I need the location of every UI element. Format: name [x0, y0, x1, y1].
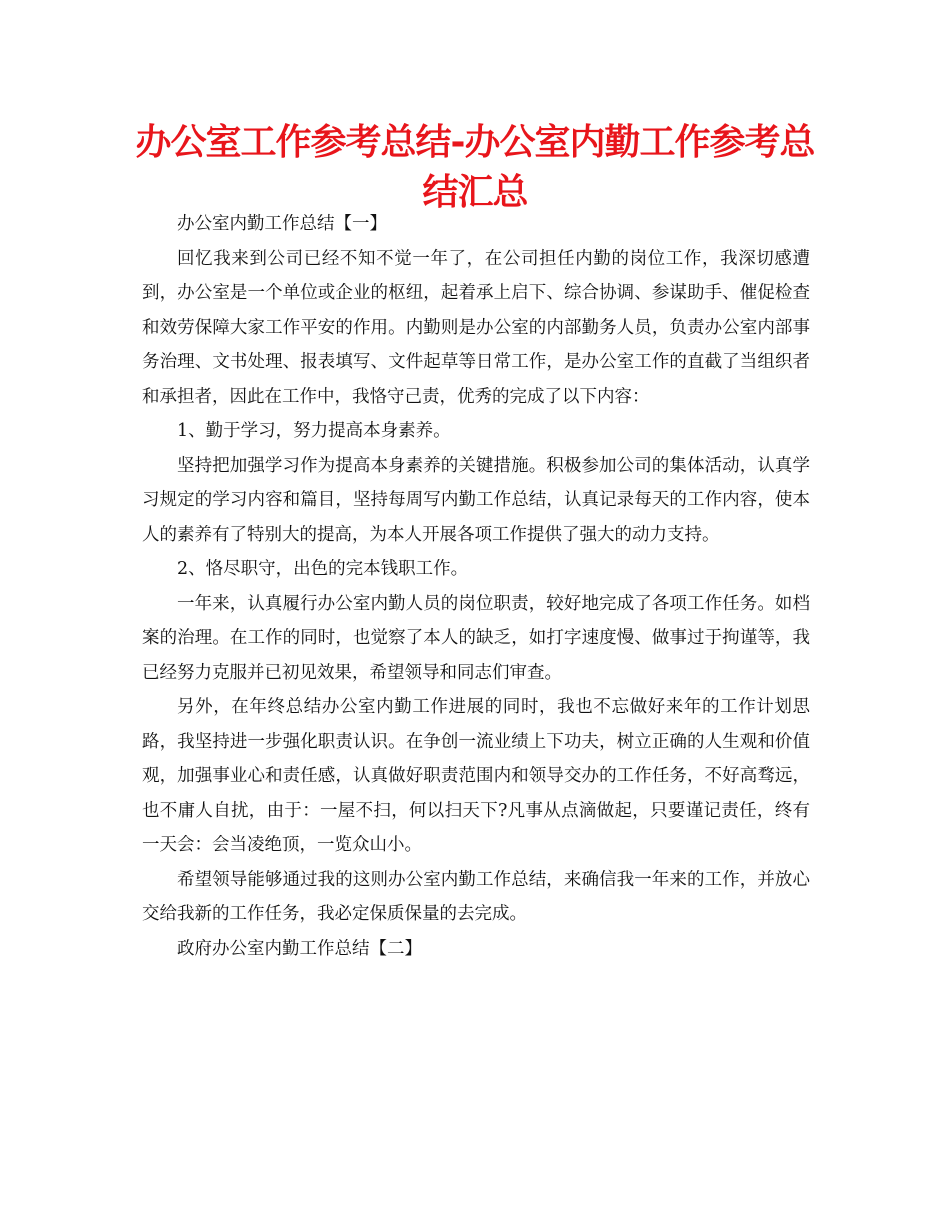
section-heading-2: 政府办公室内勤工作总结【二】: [177, 938, 422, 959]
document-body: [142, 207, 810, 966]
numbered-point-2: 2、恪尽职守，出色的完本钱职工作。: [177, 559, 469, 579]
body-paragraph: 回忆我来到公司已经不知不觉一年了，在公司担任内勤的岗位工作，我深切感遭到，办公室是一个单位或企业的枢纽，起着承上启下、综合协调、参谋助手、催促检查和效劳保障大家工作平安的作用。内勤则是办公室的内部勤务人员，负责办公室内部事务治理、文书处理、报表填写、文件起草等日常工作，是办公室工作的直截了当组织者和承担者，因此在工作中，我恪守己责，优秀的完成了以下内容：: [142, 248, 810, 407]
body-paragraph: 坚持把加强学习作为提高本身素养的关键措施。积极参加公司的集体活动，认真学习规定的学习内容和篇目，坚持每周写内勤工作总结，认真记录每天的工作内容，使本人的素养有了特别大的提高，为本人开展各项工作提供了强大的动力支持。: [142, 455, 810, 545]
body-paragraph: 一年来，认真履行办公室内勤人员的岗位职责，较好地完成了各项工作任务。如档案的治理。在工作的同时，也觉察了本人的缺乏，如打字速度慢、做事过于拘谨等，我已经努力克服并已初见效果，希望领导和同志们审查。: [142, 593, 810, 683]
section-heading-1: 办公室内勤工作总结【一】: [177, 214, 387, 234]
body-paragraph: 希望领导能够通过我的这则办公室内勤工作总结，来确信我一年来的工作，并放心交给我新的工作任务，我必定保质保量的去完成。: [142, 869, 810, 924]
document-title: 办公室工作参考总结-办公室内勤工作参考总结汇总: [135, 122, 815, 213]
numbered-point-1: 1、勤于学习，努力提高本身素养。: [177, 421, 451, 441]
body-paragraph: 另外，在年终总结办公室内勤工作进展的同时，我也不忘做好来年的工作计划思路，我坚持进一步强化职责认识。在争创一流业绩上下功夫，树立正确的人生观和价值观，加强事业心和责任感，认真做好职责范围内和领导交办的工作任务，不好高骛远，也不庸人自扰，由于：一屋不扫，何以扫天下?凡事从点滴做起，只要谨记责任，终有一天会：会当凌绝顶，一览众山小。: [142, 697, 810, 855]
